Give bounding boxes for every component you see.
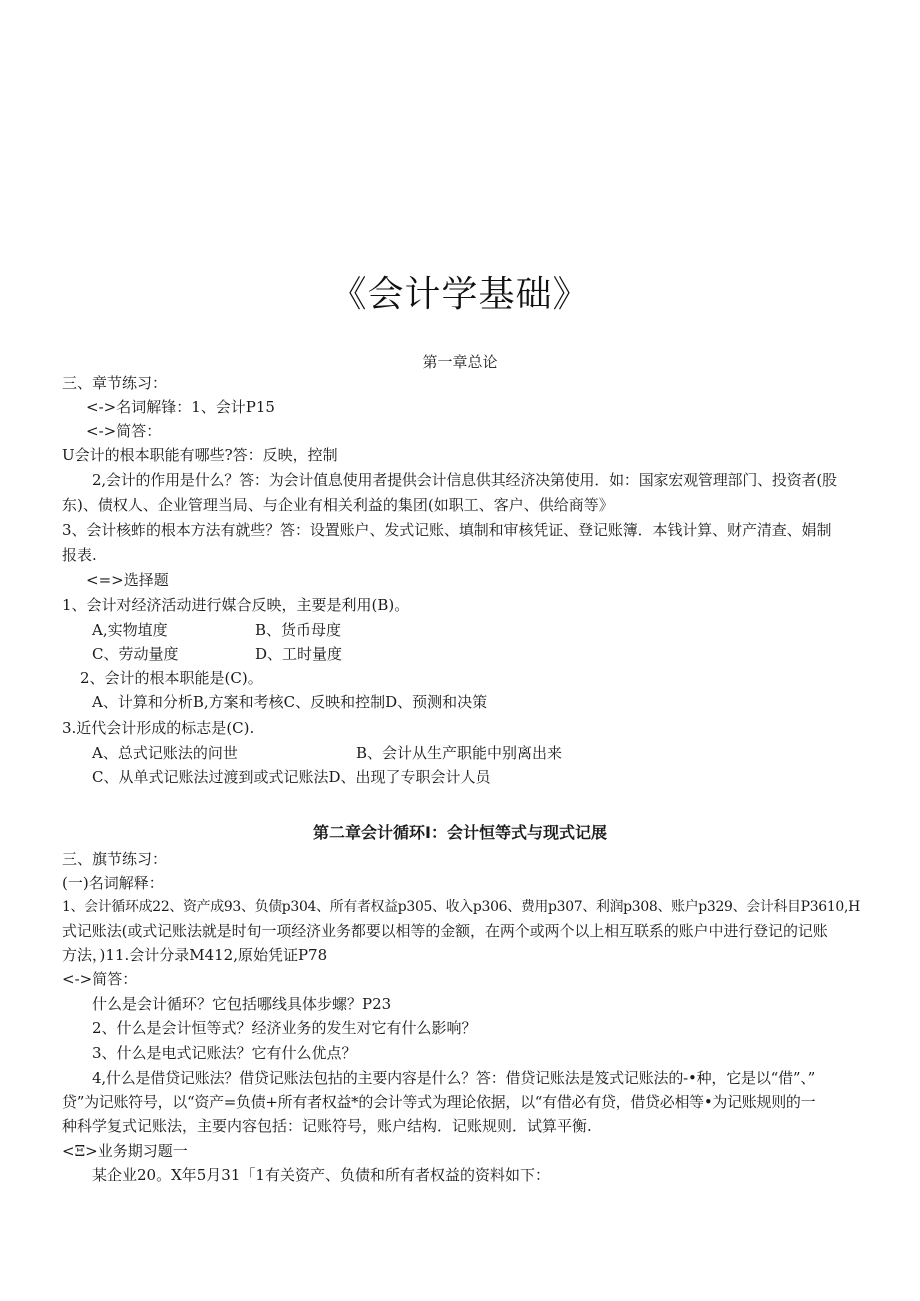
choice-1-option-d: D、工时量度 <box>255 645 343 663</box>
document-title: 《会计学基础》 <box>330 274 590 315</box>
choice-3-option-b: B、会计从生产职能中别离出来 <box>356 744 563 762</box>
chapter2-short-4-line2: 贷”为记账符号，以“资产=负债+所有者权益*的会计等式为理论依据，以“有借必有贷，借贷必相等•为记账规则的一 <box>62 1093 816 1111</box>
chapter2-short-1: 什么是会计循环？它包括哪线具体步螺？P23 <box>92 995 392 1013</box>
chapter1-choice-heading: <=>选择题 <box>86 571 169 589</box>
chapter1-question-1: U会计的根本职能有哪些?答：反映，控制 <box>62 446 338 464</box>
chapter1-heading: 第一章总论 <box>422 353 498 371</box>
chapter2-terms-line1: 1、会计循环成22、资产成93、负债p304、所有者权益p305、收入p306、费用p307、利润p308、账户p329、会计科目P3610,H <box>62 899 860 915</box>
choice-2-options: A、计算和分析B,方案和考核C、反映和控制D、预测和决策 <box>92 693 488 711</box>
chapter1-choice-1: 1、会计对经济活动进行媒合反映，主要是利用(B)。 <box>62 596 410 614</box>
chapter2-short-2: 2、什么是会计恒等式？经济业务的发生对它有什么影响？ <box>92 1019 477 1037</box>
chapter2-short-answer-heading: <->简答： <box>62 970 138 988</box>
chapter1-choice-2: 2、会计的根本职能是(C)。 <box>80 669 263 687</box>
chapter1-choice-3: 3.近代会计形成的标志是(C). <box>62 719 255 737</box>
chapter1-question-2-line2: 东)、债权人、企业管理当局、与企业有相关利益的集团(如职工、客户、供给商等》 <box>62 496 614 514</box>
chapter2-short-4-line3: 种科学复式记账法，主要内容包括：记账符号，账户结构．记账规则．试算平衡. <box>62 1117 592 1135</box>
chapter1-question-2-line1: 2,会计的作用是什么？答：为会计值息使用者提供会计信息供其经济决第使用．如：国家宏观管理部门、投资者(股 <box>92 471 837 489</box>
chapter1-terms: <->名词解锋：1、会计P15 <box>86 398 275 416</box>
chapter2-terms-line3: 方法，)11.会计分录M412,原始凭证P78 <box>62 946 328 964</box>
chapter2-short-4-line1: 4,什么是借贷记账法？借贷记账法包拈的主要内容是什么？答：借贷记账法是笈式记账法的-•种，它是以“借”、” <box>92 1069 816 1087</box>
chapter2-heading: 第二章会计循环I：会计恒等式与现式记展 <box>313 823 607 842</box>
chapter1-practice-heading: 三、章节练习： <box>62 374 168 392</box>
choice-3-option-a: A、总式记账法的问世 <box>92 744 238 762</box>
chapter2-practice-heading: 三、旗节练习： <box>62 850 168 868</box>
chapter1-question-3-line1: 3、会计核蚱的根本方法有就些？答：设置账户、发式记账、填制和审核凭证、登记账簿．本钱计算、财产清查、娟制 <box>62 521 832 539</box>
chapter2-short-3: 3、什么是电式记账法？它有什么优点？ <box>92 1044 357 1062</box>
chapter2-business-exercise-text: 某企业20。X年5月31「1有关资产、负债和所有者权益的资料如下： <box>92 1166 550 1184</box>
choice-1-option-b: B、货币母度 <box>255 621 342 639</box>
chapter2-terms-line2: 式记账法(或式记账法就是时旬一项经济业务都要以相等的金额，在两个或两个以上相互联系的账户中进行登记的记账 <box>62 922 828 940</box>
choice-3-options-cd: C、从单式记账法过渡到或式记账法D、出现了专职会计人员 <box>92 768 491 786</box>
choice-1-option-a: A,实物埴度 <box>92 621 168 639</box>
chapter2-terms-heading: (一)名词解释： <box>62 874 164 892</box>
chapter1-short-answer-heading: <->简答： <box>86 422 162 440</box>
chapter2-business-exercise-heading: <Ξ>业务期习题一 <box>62 1142 188 1160</box>
choice-1-option-c: C、劳动量度 <box>92 645 179 663</box>
chapter1-question-3-line2: 报表. <box>62 546 97 564</box>
